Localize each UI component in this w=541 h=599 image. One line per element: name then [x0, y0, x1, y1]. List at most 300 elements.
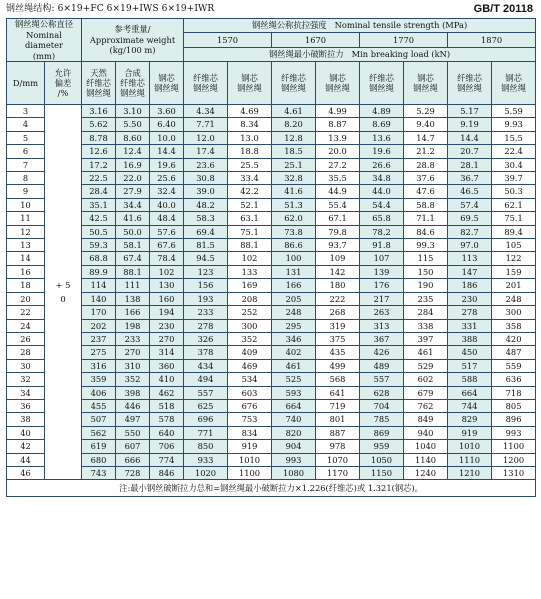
- load-cell: 494: [184, 373, 228, 386]
- load-cell: 263: [360, 306, 404, 319]
- load-cell: 8.69: [360, 118, 404, 131]
- weight-cell: 10.0: [150, 131, 184, 144]
- load-cell: 5.17: [448, 105, 492, 118]
- load-cell: 4.99: [316, 105, 360, 118]
- load-cell: 147: [448, 265, 492, 278]
- load-cell: 20.7: [448, 145, 492, 158]
- load-fiber-core-header-line: 钢丝绳: [193, 83, 218, 93]
- rope-spec-table: [6, 18, 536, 497]
- load-cell: 1040: [404, 440, 448, 453]
- load-cell: 217: [360, 292, 404, 305]
- diameter-header-en: Nominal diameter: [25, 29, 63, 50]
- load-cell: 1240: [404, 466, 448, 479]
- load-cell: 32.8: [272, 172, 316, 185]
- tolerance-value: 0: [60, 294, 66, 305]
- table-row: [7, 131, 536, 144]
- diameter-cell: 28: [7, 346, 45, 359]
- load-cell: 8.20: [272, 118, 316, 131]
- load-cell: 300: [228, 319, 272, 332]
- load-steel-core-header-line: 钢丝绳: [413, 83, 438, 93]
- weight-cell: 17.2: [82, 158, 116, 171]
- load-cell: 222: [316, 292, 360, 305]
- weight-cell: 160: [150, 292, 184, 305]
- load-cell: 39.0: [184, 185, 228, 198]
- load-steel-core-header: [404, 62, 448, 105]
- load-cell: 331: [448, 319, 492, 332]
- weight-synthetic-fiber-header-line: 钢丝绳: [120, 88, 145, 98]
- load-cell: 704: [360, 399, 404, 412]
- weight-cell: 59.3: [82, 239, 116, 252]
- weight-cell: 58.1: [116, 239, 150, 252]
- tolerance-header: [45, 62, 82, 105]
- diameter-cell: 32: [7, 373, 45, 386]
- load-cell: 346: [272, 332, 316, 345]
- diameter-cell: 36: [7, 399, 45, 412]
- weight-natural-fiber-header: [82, 62, 116, 105]
- load-cell: 641: [316, 386, 360, 399]
- load-fiber-core-header-line: 钢丝绳: [281, 83, 306, 93]
- weight-cell: 743: [82, 466, 116, 479]
- diameter-cell: 4: [7, 118, 45, 131]
- table-row: [7, 359, 536, 372]
- d-header: D/mm: [7, 62, 45, 105]
- weight-cell: 518: [150, 399, 184, 412]
- table-row: [7, 292, 536, 305]
- weight-cell: 8.78: [82, 131, 116, 144]
- load-cell: 940: [404, 426, 448, 439]
- load-cell: 18.8: [228, 145, 272, 158]
- load-cell: 67.1: [316, 212, 360, 225]
- load-cell: 5.29: [404, 105, 448, 118]
- load-cell: 30.8: [184, 172, 228, 185]
- weight-cell: 360: [150, 359, 184, 372]
- load-cell: 352: [228, 332, 272, 345]
- load-cell: 762: [404, 399, 448, 412]
- load-cell: 409: [228, 346, 272, 359]
- load-cell: 8.87: [316, 118, 360, 131]
- weight-natural-fiber-header-line: 钢丝绳: [86, 88, 111, 98]
- weight-cell: 16.9: [116, 158, 150, 171]
- diameter-cell: 34: [7, 386, 45, 399]
- load-cell: 62.0: [272, 212, 316, 225]
- load-cell: 849: [404, 413, 448, 426]
- weight-cell: 230: [150, 319, 184, 332]
- diameter-header-unit: (mm): [32, 50, 56, 61]
- load-cell: 51.3: [272, 198, 316, 211]
- load-cell: 97.0: [448, 239, 492, 252]
- load-cell: 557: [360, 373, 404, 386]
- table-row: [7, 332, 536, 345]
- weight-cell: 359: [82, 373, 116, 386]
- standard-code: GB/T 20118: [473, 3, 533, 15]
- load-cell: 25.5: [228, 158, 272, 171]
- load-cell: 1100: [492, 440, 536, 453]
- table-row: [7, 453, 536, 466]
- strength-header-en: Nominal tensile strength (MPa): [334, 20, 468, 31]
- load-cell: 469: [228, 359, 272, 372]
- weight-cell: 497: [116, 413, 150, 426]
- table-row: [7, 440, 536, 453]
- weight-cell: 42.5: [82, 212, 116, 225]
- weight-cell: 446: [116, 399, 150, 412]
- load-cell: 461: [404, 346, 448, 359]
- load-cell: 834: [228, 426, 272, 439]
- load-cell: 69.5: [448, 212, 492, 225]
- load-cell: 4.89: [360, 105, 404, 118]
- table-row: [7, 373, 536, 386]
- grade-1670: 1670: [272, 33, 360, 47]
- table-row: [7, 265, 536, 278]
- load-cell: 15.5: [492, 131, 536, 144]
- weight-cell: 202: [82, 319, 116, 332]
- load-cell: 33.4: [228, 172, 272, 185]
- table-row: [7, 413, 536, 426]
- weight-cell: 88.1: [116, 265, 150, 278]
- load-cell: 375: [316, 332, 360, 345]
- load-cell: 22.4: [492, 145, 536, 158]
- weight-cell: 68.8: [82, 252, 116, 265]
- weight-steel-core-header-line: 钢丝绳: [154, 83, 179, 93]
- weight-cell: 50.0: [116, 225, 150, 238]
- weight-cell: 198: [116, 319, 150, 332]
- weight-cell: 57.6: [150, 225, 184, 238]
- load-cell: 557: [184, 386, 228, 399]
- weight-cell: 14.4: [150, 145, 184, 158]
- load-cell: 461: [272, 359, 316, 372]
- weight-cell: 67.4: [116, 252, 150, 265]
- weight-cell: 48.4: [150, 212, 184, 225]
- load-cell: 26.6: [360, 158, 404, 171]
- weight-cell: 666: [116, 453, 150, 466]
- load-cell: 1050: [360, 453, 404, 466]
- weight-cell: 237: [82, 332, 116, 345]
- load-cell: 9.40: [404, 118, 448, 131]
- table-row: [7, 239, 536, 252]
- load-cell: 978: [316, 440, 360, 453]
- load-cell: 102: [228, 252, 272, 265]
- load-cell: 529: [404, 359, 448, 372]
- weight-cell: 5.62: [82, 118, 116, 131]
- load-cell: 37.6: [404, 172, 448, 185]
- diameter-cell: 46: [7, 466, 45, 479]
- load-cell: 664: [448, 386, 492, 399]
- load-cell: 78.2: [360, 225, 404, 238]
- weight-steel-core-header-line: 钢芯: [158, 73, 175, 83]
- load-cell: 8.34: [228, 118, 272, 131]
- load-cell: 55.4: [316, 198, 360, 211]
- load-fiber-core-header-line: 纤维芯: [457, 73, 482, 83]
- load-cell: 588: [448, 373, 492, 386]
- load-cell: 20.0: [316, 145, 360, 158]
- tolerance-header-line: 允许: [54, 68, 72, 78]
- weight-cell: 25.6: [150, 172, 184, 185]
- load-fiber-core-header: [360, 62, 404, 105]
- load-cell: 568: [316, 373, 360, 386]
- load-cell: 122: [492, 252, 536, 265]
- weight-cell: 706: [150, 440, 184, 453]
- tolerance-header-line: 偏差: [54, 78, 72, 88]
- weight-cell: 67.6: [150, 239, 184, 252]
- diameter-cell: 11: [7, 212, 45, 225]
- load-cell: 499: [316, 359, 360, 372]
- table-row: [7, 212, 536, 225]
- load-cell: 12.0: [184, 131, 228, 144]
- load-cell: 1140: [404, 453, 448, 466]
- load-cell: 625: [184, 399, 228, 412]
- diameter-cell: 6: [7, 145, 45, 158]
- weight-cell: 40.0: [150, 198, 184, 211]
- diameter-cell: 14: [7, 252, 45, 265]
- weight-cell: 27.9: [116, 185, 150, 198]
- load-cell: 664: [272, 399, 316, 412]
- load-cell: 805: [492, 399, 536, 412]
- weight-cell: 310: [116, 359, 150, 372]
- table-row: [7, 225, 536, 238]
- load-cell: 113: [448, 252, 492, 265]
- table-row: [7, 346, 536, 359]
- load-cell: 21.2: [404, 145, 448, 158]
- load-cell: 593: [272, 386, 316, 399]
- load-fiber-core-header: [184, 62, 228, 105]
- weight-cell: 398: [116, 386, 150, 399]
- weight-cell: 5.50: [116, 118, 150, 131]
- load-cell: 1200: [492, 453, 536, 466]
- load-cell: 100: [272, 252, 316, 265]
- load-cell: 4.69: [228, 105, 272, 118]
- load-cell: 35.5: [316, 172, 360, 185]
- table-row: [7, 252, 536, 265]
- load-cell: 278: [184, 319, 228, 332]
- load-cell: 785: [360, 413, 404, 426]
- load-cell: 44.9: [316, 185, 360, 198]
- weight-cell: 22.0: [116, 172, 150, 185]
- load-cell: 489: [360, 359, 404, 372]
- diameter-cell: 7: [7, 158, 45, 171]
- load-cell: 326: [184, 332, 228, 345]
- load-cell: 718: [492, 386, 536, 399]
- diameter-cell: 20: [7, 292, 45, 305]
- load-cell: 887: [316, 426, 360, 439]
- load-cell: 44.0: [360, 185, 404, 198]
- load-steel-core-header-line: 钢芯: [241, 73, 258, 83]
- load-cell: 27.2: [316, 158, 360, 171]
- weight-cell: 140: [82, 292, 116, 305]
- load-cell: 517: [448, 359, 492, 372]
- diameter-cell: 44: [7, 453, 45, 466]
- load-cell: 434: [184, 359, 228, 372]
- load-cell: 933: [184, 453, 228, 466]
- load-cell: 14.4: [448, 131, 492, 144]
- load-cell: 36.7: [448, 172, 492, 185]
- weight-cell: 316: [82, 359, 116, 372]
- table-row: [7, 118, 536, 131]
- load-cell: 82.7: [448, 225, 492, 238]
- load-cell: 801: [316, 413, 360, 426]
- tolerance-value: + 5: [55, 280, 71, 291]
- weight-cell: 12.6: [82, 145, 116, 158]
- weight-header-unit: (kg/100 m): [109, 45, 156, 56]
- load-cell: 1100: [228, 466, 272, 479]
- weight-cell: 462: [150, 386, 184, 399]
- load-cell: 820: [272, 426, 316, 439]
- load-cell: 1170: [316, 466, 360, 479]
- weight-cell: 194: [150, 306, 184, 319]
- load-cell: 71.1: [404, 212, 448, 225]
- load-cell: 602: [404, 373, 448, 386]
- load-cell: 896: [492, 413, 536, 426]
- table-row: [7, 319, 536, 332]
- table-row: [7, 399, 536, 412]
- breaking-load-zh: 钢丝绳最小破断拉力: [269, 49, 344, 60]
- load-steel-core-header: [316, 62, 360, 105]
- weight-cell: 640: [150, 426, 184, 439]
- load-cell: 41.6: [272, 185, 316, 198]
- load-cell: 176: [360, 279, 404, 292]
- diameter-cell: 42: [7, 440, 45, 453]
- load-cell: 628: [360, 386, 404, 399]
- load-cell: 42.2: [228, 185, 272, 198]
- weight-cell: 607: [116, 440, 150, 453]
- load-cell: 75.1: [228, 225, 272, 238]
- load-cell: 150: [404, 265, 448, 278]
- load-fiber-core-header: [448, 62, 492, 105]
- load-steel-core-header-line: 钢芯: [505, 73, 522, 83]
- weight-cell: 50.5: [82, 225, 116, 238]
- load-cell: 39.7: [492, 172, 536, 185]
- load-cell: 50.3: [492, 185, 536, 198]
- weight-header-zh: 参考重量/: [114, 24, 151, 35]
- tolerance-header-line: /%: [57, 88, 69, 98]
- load-cell: 89.4: [492, 225, 536, 238]
- load-cell: 235: [404, 292, 448, 305]
- diameter-header-zh: 钢丝绳公称直径: [14, 19, 74, 29]
- load-cell: 426: [360, 346, 404, 359]
- load-cell: 190: [404, 279, 448, 292]
- load-cell: 193: [184, 292, 228, 305]
- load-cell: 107: [360, 252, 404, 265]
- load-cell: 13.9: [316, 131, 360, 144]
- load-cell: 34.8: [360, 172, 404, 185]
- table-row: [7, 426, 536, 439]
- weight-cell: 6.40: [150, 118, 184, 131]
- load-cell: 1010: [448, 440, 492, 453]
- weight-cell: 102: [150, 265, 184, 278]
- load-cell: 740: [272, 413, 316, 426]
- weight-cell: 138: [116, 292, 150, 305]
- load-cell: 450: [448, 346, 492, 359]
- weight-synthetic-fiber-header-line: 纤维芯: [120, 78, 145, 88]
- weight-natural-fiber-header-line: 天然: [90, 68, 107, 78]
- weight-cell: 32.4: [150, 185, 184, 198]
- load-steel-core-header: [228, 62, 272, 105]
- weight-cell: 680: [82, 453, 116, 466]
- title-bar: [6, 2, 535, 16]
- strength-header: [184, 19, 536, 33]
- load-cell: 636: [492, 373, 536, 386]
- load-cell: 13.0: [228, 131, 272, 144]
- load-steel-core-header-line: 钢丝绳: [237, 83, 262, 93]
- table-row: [7, 185, 536, 198]
- load-cell: 919: [228, 440, 272, 453]
- load-cell: 17.4: [184, 145, 228, 158]
- load-cell: 115: [404, 252, 448, 265]
- load-fiber-core-header-line: 钢丝绳: [457, 83, 482, 93]
- load-fiber-core-header-line: 钢丝绳: [369, 83, 394, 93]
- load-fiber-core-header: [272, 62, 316, 105]
- table-row: [7, 466, 536, 479]
- weight-cell: 170: [82, 306, 116, 319]
- load-cell: 65.8: [360, 212, 404, 225]
- load-steel-core-header-line: 钢丝绳: [325, 83, 350, 93]
- load-cell: 300: [492, 306, 536, 319]
- load-cell: 993: [272, 453, 316, 466]
- load-cell: 919: [448, 426, 492, 439]
- load-steel-core-header-line: 钢芯: [417, 73, 434, 83]
- weight-cell: 35.1: [82, 198, 116, 211]
- load-cell: 1150: [360, 466, 404, 479]
- load-cell: 1010: [228, 453, 272, 466]
- weight-cell: 3.16: [82, 105, 116, 118]
- diameter-cell: 22: [7, 306, 45, 319]
- diameter-cell: 40: [7, 426, 45, 439]
- load-cell: 159: [492, 265, 536, 278]
- load-cell: 367: [360, 332, 404, 345]
- weight-cell: 270: [116, 346, 150, 359]
- diameter-cell: 24: [7, 319, 45, 332]
- load-cell: 959: [360, 440, 404, 453]
- load-cell: 139: [360, 265, 404, 278]
- load-cell: 388: [448, 332, 492, 345]
- weight-cell: 19.6: [150, 158, 184, 171]
- weight-header: [82, 19, 184, 62]
- load-cell: 63.1: [228, 212, 272, 225]
- load-cell: 603: [228, 386, 272, 399]
- load-cell: 7.71: [184, 118, 228, 131]
- diameter-cell: 12: [7, 225, 45, 238]
- load-cell: 1210: [448, 466, 492, 479]
- load-cell: 25.1: [272, 158, 316, 171]
- load-cell: 4.61: [272, 105, 316, 118]
- load-cell: 295: [272, 319, 316, 332]
- load-cell: 313: [360, 319, 404, 332]
- load-cell: 230: [448, 292, 492, 305]
- load-cell: 57.4: [448, 198, 492, 211]
- load-cell: 88.1: [228, 239, 272, 252]
- weight-synthetic-fiber-header: [116, 62, 150, 105]
- weight-cell: 8.60: [116, 131, 150, 144]
- diameter-cell: 9: [7, 185, 45, 198]
- load-cell: 402: [272, 346, 316, 359]
- load-cell: 186: [448, 279, 492, 292]
- weight-header-en: Approximate weight: [89, 34, 176, 45]
- weight-cell: 550: [116, 426, 150, 439]
- table-row: [7, 158, 536, 171]
- weight-cell: 166: [116, 306, 150, 319]
- load-cell: 30.4: [492, 158, 536, 171]
- load-cell: 435: [316, 346, 360, 359]
- load-fiber-core-header-line: 纤维芯: [281, 73, 306, 83]
- load-cell: 252: [228, 306, 272, 319]
- weight-cell: 352: [116, 373, 150, 386]
- load-cell: 719: [316, 399, 360, 412]
- weight-cell: 3.10: [116, 105, 150, 118]
- load-cell: 54.4: [360, 198, 404, 211]
- diameter-cell: 8: [7, 172, 45, 185]
- weight-cell: 507: [82, 413, 116, 426]
- load-cell: 94.5: [184, 252, 228, 265]
- load-cell: 268: [316, 306, 360, 319]
- load-cell: 73.8: [272, 225, 316, 238]
